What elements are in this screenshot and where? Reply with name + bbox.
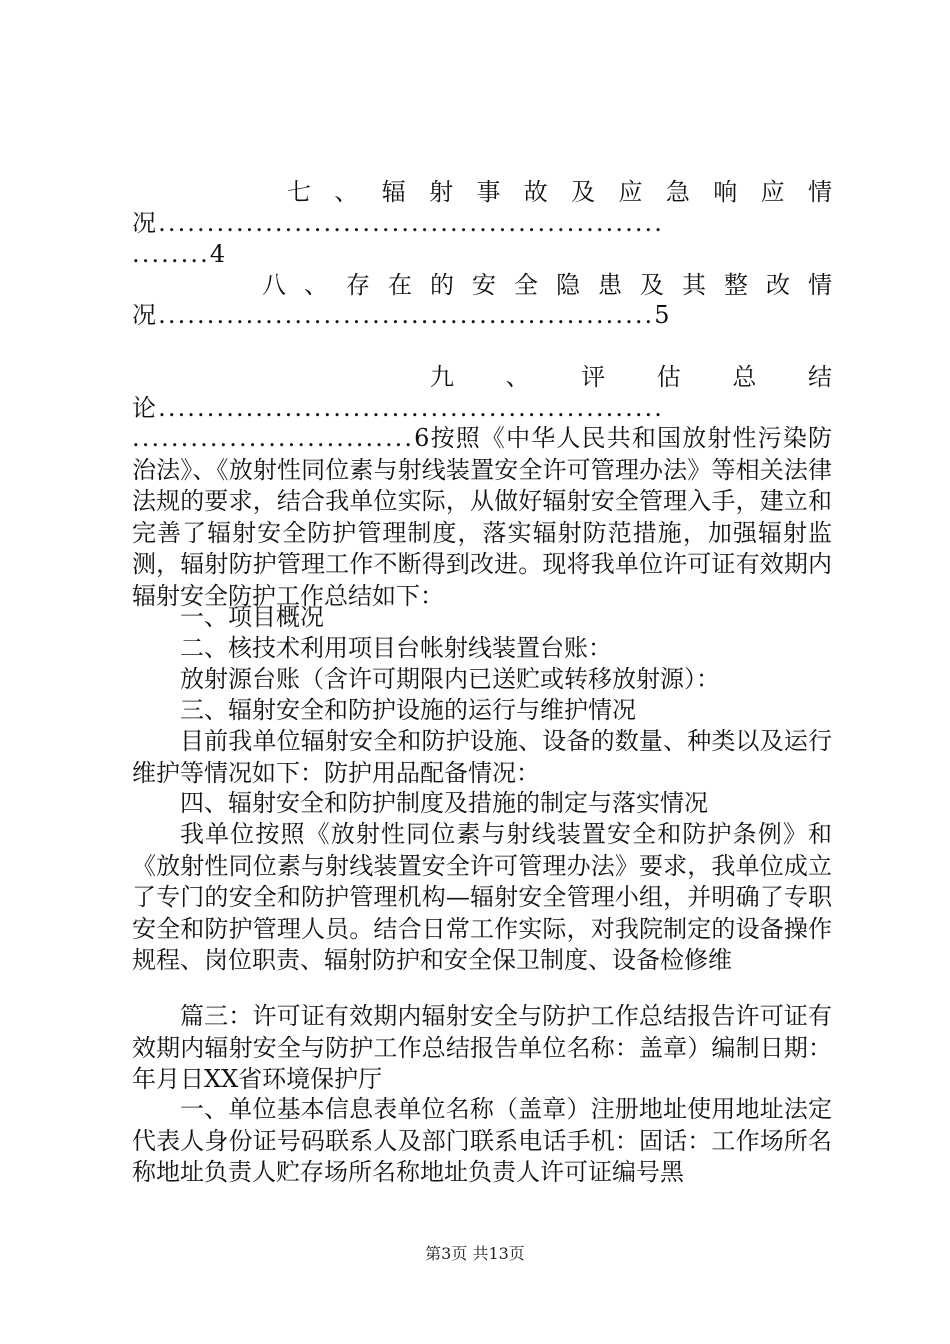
toc-char: 及: [571, 178, 596, 206]
toc-page-number: 4: [209, 240, 228, 268]
toc-char: 安: [472, 271, 496, 299]
section-heading-2: 二、核技术利用项目台帐射线装置台账：: [180, 634, 612, 662]
toc-char: 在: [388, 271, 412, 299]
toc-char: 急: [665, 178, 690, 206]
section-heading-4: 四、辐射安全和防护制度及措施的制定与落实情况: [180, 789, 708, 817]
toc-char: 响: [713, 178, 738, 206]
toc-char: 、: [334, 178, 359, 206]
toc-page-number: 6: [414, 424, 430, 452]
toc-char: 隐: [556, 271, 580, 299]
toc-char: 估: [656, 363, 681, 391]
page-footer: 第3页 共13页: [425, 1244, 525, 1263]
toc-tail: 况: [132, 301, 159, 329]
toc-char: 的: [430, 271, 454, 299]
dot-leader: ....................................................: [158, 394, 665, 422]
intro-paragraph: [132, 423, 832, 612]
toc-char: 八: [262, 271, 286, 299]
toc-item-7-leader: [132, 208, 832, 238]
toc-item-9-heading: [430, 362, 832, 392]
toc-item-8-leader: [132, 300, 832, 330]
dot-leader: ...................................................: [158, 301, 655, 329]
toc-tail: 况: [132, 209, 159, 237]
toc-char: 故: [523, 178, 548, 206]
section-heading-1: 一、项目概况: [180, 603, 324, 631]
toc-item-9-leader: [132, 393, 832, 423]
toc-item-7-leader-cont: [132, 239, 832, 269]
toc-char: 射: [429, 178, 454, 206]
dot-leader: .............................: [132, 424, 415, 452]
toc-char: 辐: [381, 178, 406, 206]
toc-item-7-heading: [287, 177, 832, 207]
toc-char: 七: [287, 178, 311, 206]
dot-leader: ....................................................: [158, 209, 665, 237]
toc-char: 应: [760, 178, 785, 206]
toc-char: 及: [640, 271, 664, 299]
toc-char: 、: [505, 363, 530, 391]
toc-char: 应: [618, 178, 643, 206]
toc-char: 改: [766, 271, 790, 299]
intro-text: 按照《中华人民共和国放射性污染防治法》、《放射性同位素与射线装置安全许可管理办法》等相关法律法规的要求，结合我单位实际，从做好辐射安全管理入手，建立和完善了辐射安全防护管理制度，落实辐射防范措施，加强辐射监测，辐射防护管理工作不断得到改进。现将我单位许可证有效期内辐射安全防护工作总结如下：: [132, 424, 832, 610]
toc-char: 评: [581, 363, 606, 391]
toc-char: 九: [430, 363, 454, 391]
toc-char: 结: [807, 363, 832, 391]
toc-page-number: 5: [654, 301, 672, 329]
dot-leader: ........: [132, 240, 210, 268]
section-paragraph-6: 一、单位基本信息表单位名称（盖章）注册地址使用地址法定代表人身份证号码联系人及部门联系电话手机：固话：工作场所名称地址负责人贮存场所名称地址负责人许可证编号黑: [132, 1095, 832, 1186]
toc-char: 、: [304, 271, 328, 299]
section-paragraph-3: 目前我单位辐射安全和防护设施、设备的数量、种类以及运行维护等情况如下：防护用品配备情况：: [132, 727, 832, 787]
toc-char: 患: [598, 271, 622, 299]
section-heading-2b: 放射源台账（含许可期限内已送贮或转移放射源）：: [180, 665, 720, 693]
toc-char: 整: [724, 271, 748, 299]
toc-char: 总: [732, 363, 757, 391]
toc-tail: 论: [132, 394, 159, 422]
toc-char: 存: [346, 271, 370, 299]
section-paragraph-4: 我单位按照《放射性同位素与射线装置安全和防护条例》和《放射性同位素与射线装置安全许可管理办法》要求，我单位成立了专门的安全和防护管理机构—辐射安全管理小组，并明确了专职安全和防护管理人员。结合日常工作实际，对我院制定的设备操作规程、岗位职责、辐射防护和安全保卫制度、设备检修维: [132, 820, 832, 974]
toc-char: 事: [476, 178, 501, 206]
section-paragraph-5: 篇三：许可证有效期内辐射安全与防护工作总结报告许可证有效期内辐射安全与防护工作总结报告单位名称：盖章）编制日期：年月日XX省环境保护厅: [132, 1002, 832, 1093]
toc-char: 情: [808, 271, 832, 299]
toc-char: 全: [514, 271, 538, 299]
toc-char: 情: [807, 178, 832, 206]
section-heading-3: 三、辐射安全和防护设施的运行与维护情况: [180, 696, 636, 724]
toc-char: 其: [682, 271, 706, 299]
toc-item-8-heading: [262, 270, 832, 300]
